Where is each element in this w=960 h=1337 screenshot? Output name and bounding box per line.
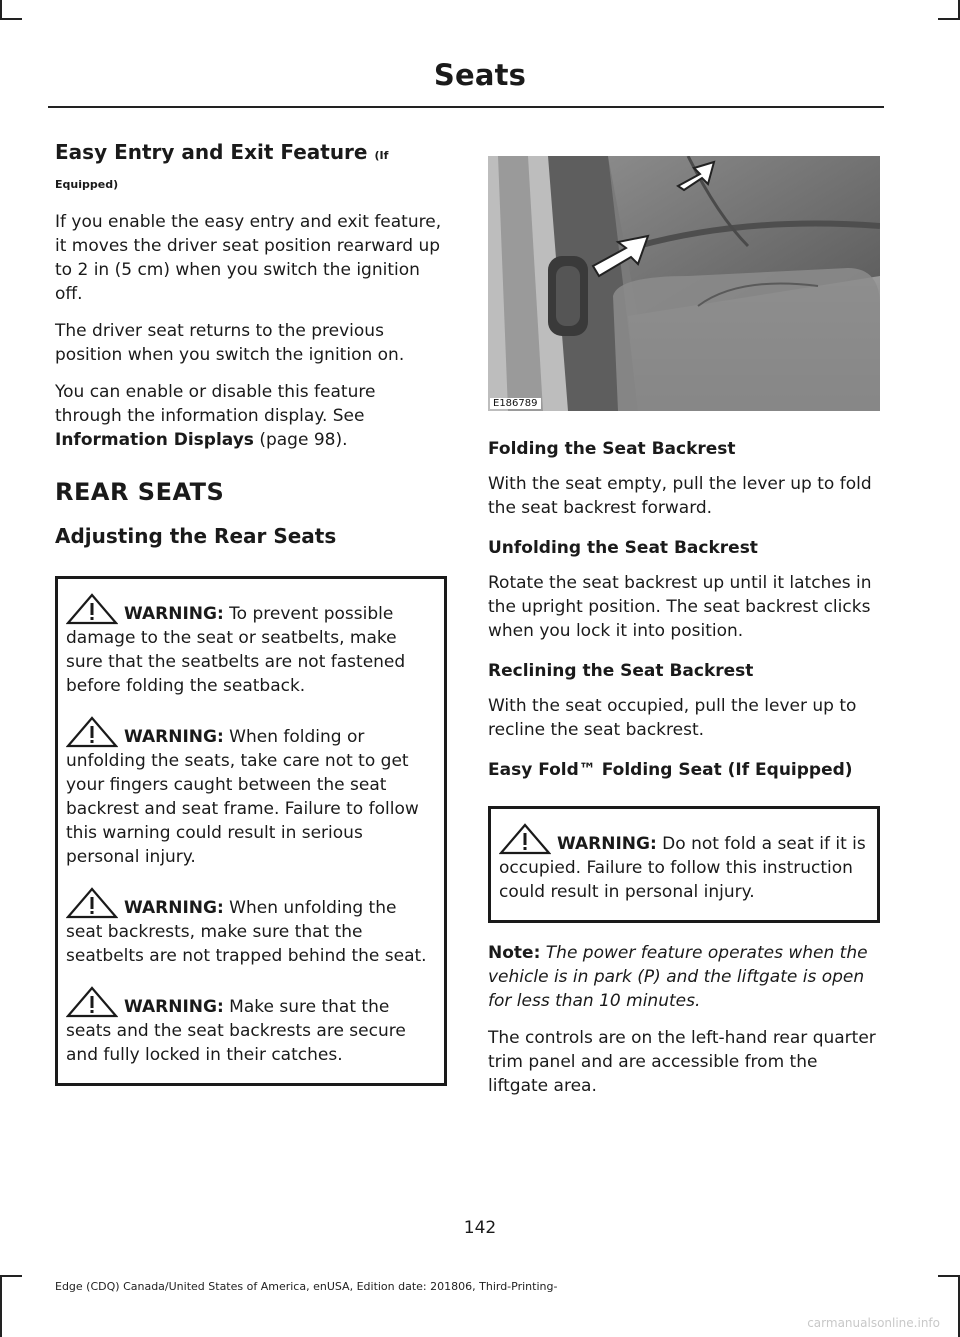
paragraph: You can enable or disable this feature through the information display. See Information Displays (page 98). xyxy=(55,382,376,450)
paragraph: If you enable the easy entry and exit feature, it moves the driver seat position rearward up to 2 in (5 cm) when you switch the ignition off. xyxy=(55,212,442,304)
paragraph: The controls are on the left-hand rear quarter trim panel and are accessible from the liftgate area. xyxy=(488,1028,876,1096)
seat-lever-illustration xyxy=(488,156,880,411)
cross-reference-link[interactable]: Information Displays xyxy=(55,430,254,450)
heading-easy-fold: Easy Fold™ Folding Seat (If Equipped) xyxy=(488,760,853,780)
heading-folding: Folding the Seat Backrest xyxy=(488,439,736,459)
chapter-heading: REAR SEATS xyxy=(55,478,225,506)
warning-item: WARNING: When unfolding the seat backrests, make sure that the seatbelts are not trapped behind the seat. xyxy=(66,887,434,968)
figure-code: E186789 xyxy=(490,398,541,409)
paragraph: Rotate the seat backrest up until it latches in the upright position. The seat backrest clicks when you lock it into position. xyxy=(488,573,872,641)
heading-reclining: Reclining the Seat Backrest xyxy=(488,661,754,681)
if-equipped-tag: (If xyxy=(374,149,389,162)
warning-item: WARNING: Make sure that the seats and the seat backrests are secure and fully locked in their catches. xyxy=(66,986,434,1067)
crop-mark xyxy=(0,1277,2,1337)
header-rule xyxy=(48,106,884,108)
warning-box xyxy=(55,576,447,1086)
subsection-heading: Adjusting the Rear Seats xyxy=(55,524,337,548)
paragraph: The driver seat returns to the previous position when you switch the ignition on. xyxy=(55,321,405,365)
paragraph: With the seat empty, pull the lever up to fold the seat backrest forward. xyxy=(488,474,872,518)
warning-item: WARNING: When folding or unfolding the seats, take care not to get your fingers caught between the seat backrest and seat frame. Failure to follow this warning could result in serious personal injury. xyxy=(66,716,434,869)
left-column xyxy=(55,138,447,1086)
warning-triangle-icon xyxy=(499,823,551,855)
warning-item: WARNING: To prevent possible damage to the seat or seatbelts, make sure that the seatbelts are not fastened before folding the seatback. xyxy=(66,593,434,698)
crop-mark xyxy=(0,0,2,18)
warning-item: WARNING: Do not fold a seat if it is occupied. Failure to follow this instruction could result in personal injury. xyxy=(499,823,867,904)
crop-mark xyxy=(0,1275,22,1277)
if-equipped-tag: Equipped) xyxy=(55,178,119,191)
heading-unfolding: Unfolding the Seat Backrest xyxy=(488,538,758,558)
crop-mark xyxy=(0,18,22,20)
warning-triangle-icon xyxy=(66,986,118,1018)
crop-mark xyxy=(938,18,960,20)
warning-triangle-icon xyxy=(66,887,118,919)
warning-triangle-icon xyxy=(66,593,118,625)
note-paragraph: Note: The power feature operates when the vehicle is in park (P) and the liftgate is open for less than 10 minutes. xyxy=(488,943,868,1011)
crop-mark xyxy=(938,1275,960,1277)
page-header-title: Seats xyxy=(433,58,527,92)
warning-box xyxy=(488,806,880,923)
section-title-easy-entry: Easy Entry and Exit Feature (If Equipped) xyxy=(55,140,389,191)
right-column xyxy=(488,156,880,1098)
paragraph: With the seat occupied, pull the lever up to recline the seat backrest. xyxy=(488,696,857,740)
warning-triangle-icon xyxy=(66,716,118,748)
watermark: carmanualsonline.info xyxy=(807,1316,940,1330)
page-number: 142 xyxy=(463,1218,497,1238)
rear-seat-illustration xyxy=(488,156,880,411)
edition-footer: Edge (CDQ) Canada/United States of America, enUSA, Edition date: 201806, Third-Printing- xyxy=(55,1280,558,1293)
